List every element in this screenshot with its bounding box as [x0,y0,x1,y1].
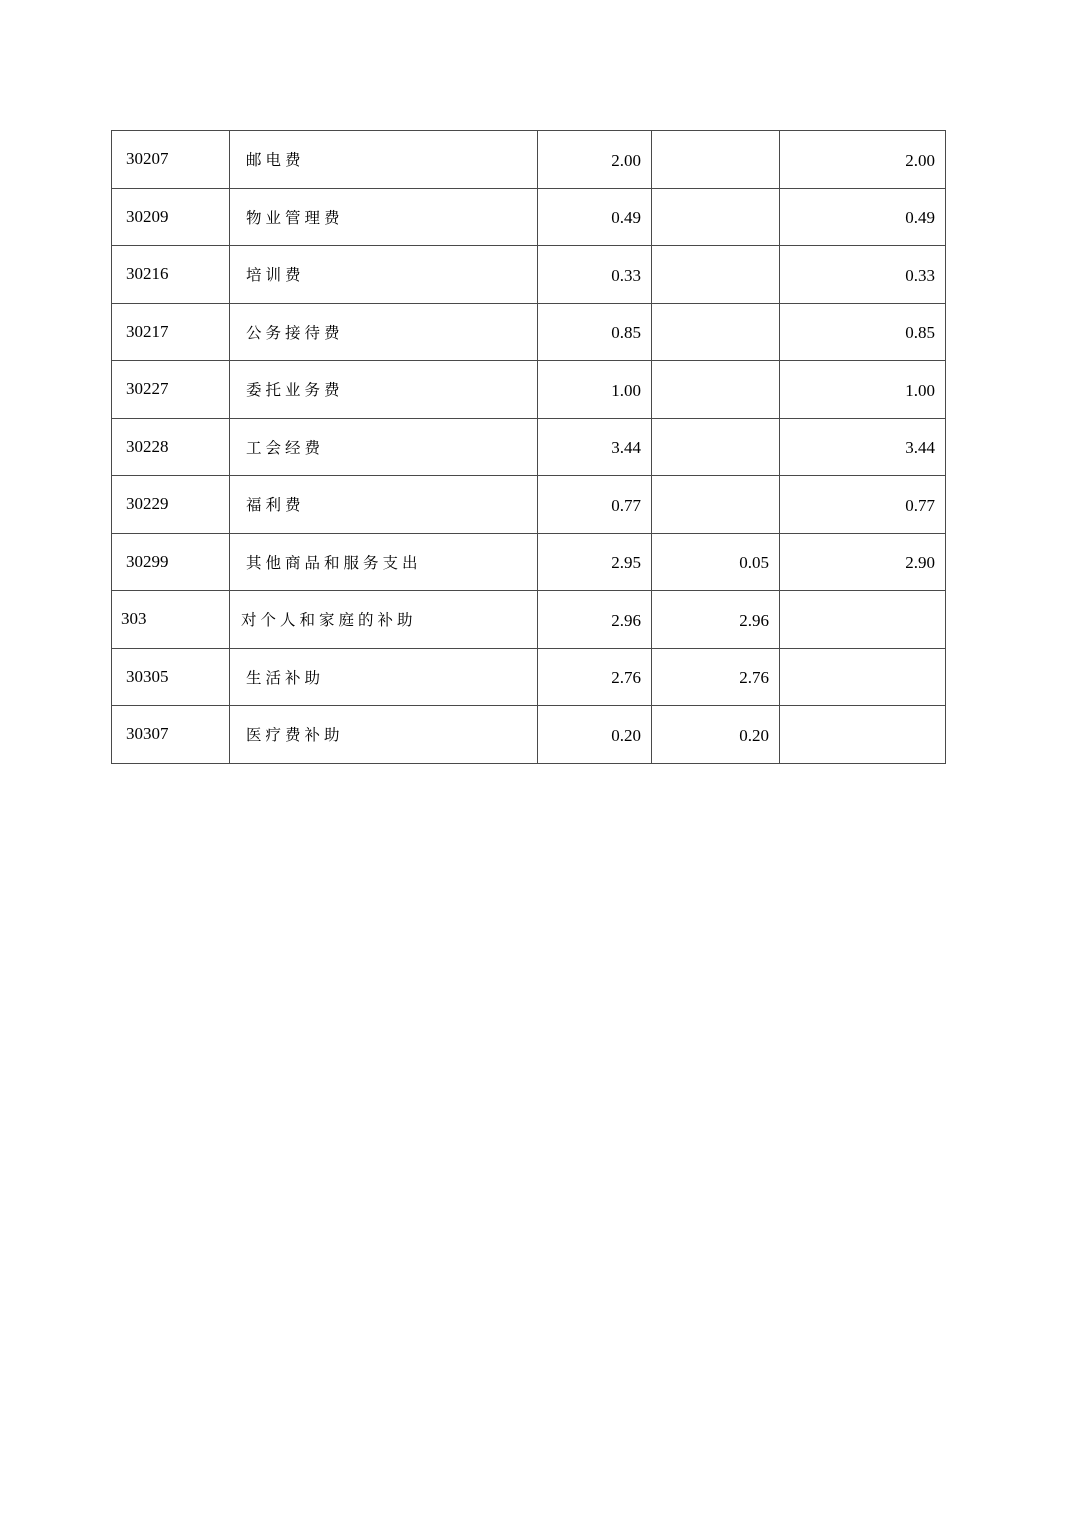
project-expenditure-cell: 2.00 [780,131,946,189]
project-expenditure-cell [780,648,946,706]
total-amount-cell: 3.44 [538,418,652,476]
table-row [112,246,946,304]
economic-code-cell: 30209 [112,188,230,246]
project-expenditure-cell: 3.44 [780,418,946,476]
table-row [112,476,946,534]
basic-expenditure-cell: 0.20 [652,706,780,764]
economic-code-cell: 30299 [112,533,230,591]
total-amount-cell: 0.33 [538,246,652,304]
expense-item-name-cell: 物业管理费 [230,188,538,246]
table-row [112,591,946,649]
expense-item-name-cell: 工会经费 [230,418,538,476]
expense-item-name-cell: 对个人和家庭的补助 [230,591,538,649]
basic-expenditure-cell [652,188,780,246]
table-row [112,188,946,246]
total-amount-cell: 2.96 [538,591,652,649]
expense-item-name-cell: 福利费 [230,476,538,534]
economic-code-cell: 30307 [112,706,230,764]
total-amount-cell: 0.20 [538,706,652,764]
expense-item-name-cell: 委托业务费 [230,361,538,419]
total-amount-cell: 1.00 [538,361,652,419]
basic-expenditure-cell: 0.05 [652,533,780,591]
basic-expenditure-cell [652,246,780,304]
total-amount-cell: 0.77 [538,476,652,534]
expense-item-name-cell: 培训费 [230,246,538,304]
basic-expenditure-cell: 2.76 [652,648,780,706]
project-expenditure-cell: 2.90 [780,533,946,591]
project-expenditure-cell: 0.49 [780,188,946,246]
expense-item-name-cell: 医疗费补助 [230,706,538,764]
economic-code-cell: 30207 [112,131,230,189]
table-row [112,303,946,361]
table-row [112,533,946,591]
basic-expenditure-cell [652,476,780,534]
total-amount-cell: 2.95 [538,533,652,591]
table-row [112,131,946,189]
table-row [112,706,946,764]
economic-code-cell: 30229 [112,476,230,534]
economic-code-cell: 30227 [112,361,230,419]
economic-code-cell: 30217 [112,303,230,361]
basic-expenditure-cell [652,131,780,189]
economic-code-cell: 303 [112,591,230,649]
budget-table [111,130,946,764]
expense-item-name-cell: 生活补助 [230,648,538,706]
basic-expenditure-cell: 2.96 [652,591,780,649]
basic-expenditure-cell [652,303,780,361]
project-expenditure-cell: 0.77 [780,476,946,534]
total-amount-cell: 2.76 [538,648,652,706]
basic-expenditure-cell [652,361,780,419]
table-row [112,361,946,419]
basic-expenditure-cell [652,418,780,476]
project-expenditure-cell [780,591,946,649]
table-row [112,418,946,476]
project-expenditure-cell: 0.33 [780,246,946,304]
project-expenditure-cell: 1.00 [780,361,946,419]
expense-item-name-cell: 邮电费 [230,131,538,189]
expense-item-name-cell: 其他商品和服务支出 [230,533,538,591]
total-amount-cell: 0.85 [538,303,652,361]
total-amount-cell: 2.00 [538,131,652,189]
expense-item-name-cell: 公务接待费 [230,303,538,361]
economic-code-cell: 30305 [112,648,230,706]
project-expenditure-cell [780,706,946,764]
economic-code-cell: 30228 [112,418,230,476]
economic-code-cell: 30216 [112,246,230,304]
project-expenditure-cell: 0.85 [780,303,946,361]
table-row [112,648,946,706]
total-amount-cell: 0.49 [538,188,652,246]
